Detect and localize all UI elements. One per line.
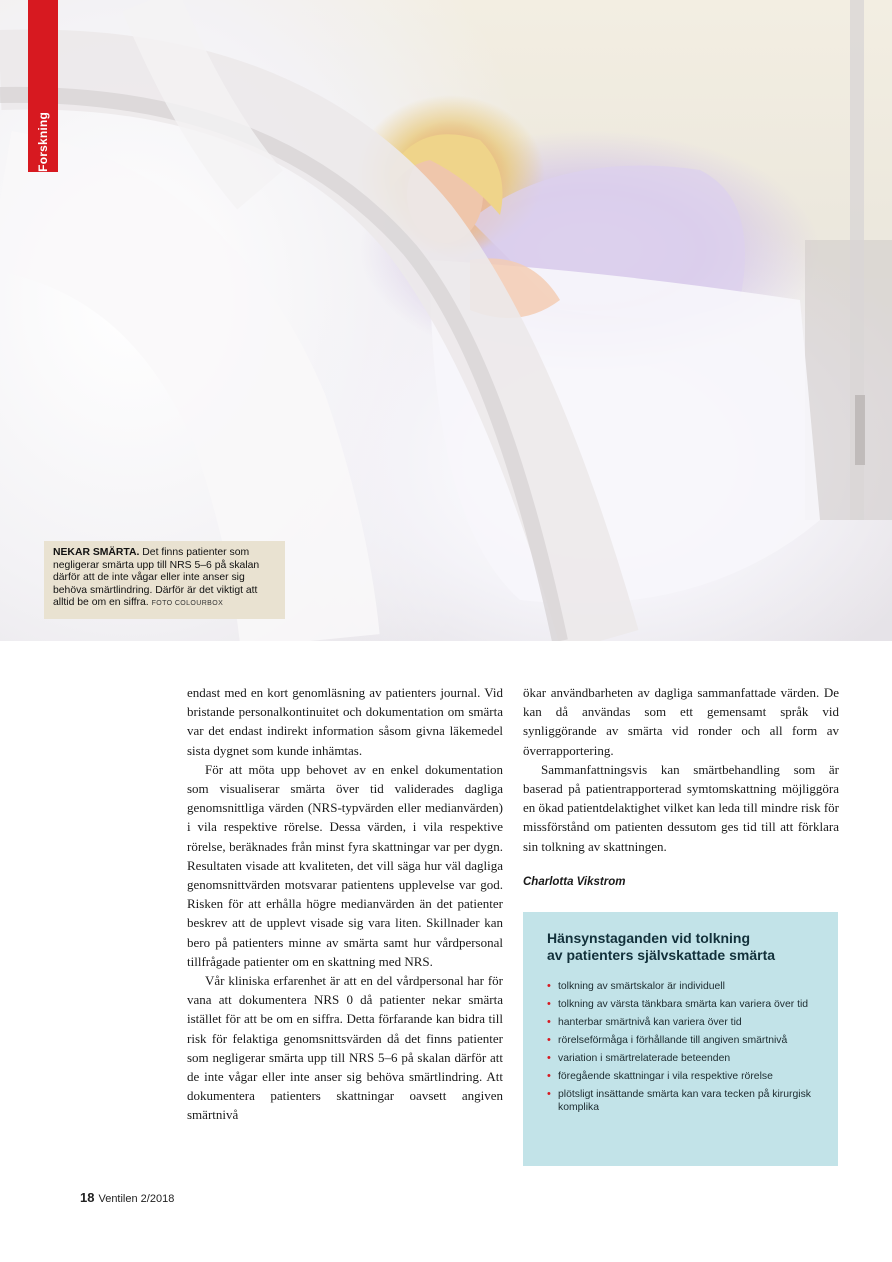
paragraph: endast med en kort genomläsning av patienters journal. Vid bristande personalkontinuitet och dokumentation om smärta var det endast indirekt information såsom givna läkemedel sista dygnet som kunde inhämtas. [187, 685, 503, 758]
list-item [547, 1034, 822, 1047]
list-item [547, 1070, 822, 1083]
factbox [523, 912, 838, 1166]
publication-name: Ventilen 2/2018 [98, 1193, 175, 1205]
list-item-text: variation i smärtrelaterade beteenden [558, 1053, 731, 1064]
bullet-icon: • [547, 998, 551, 1010]
section-tab-label: Forskning [36, 112, 50, 172]
bullet-icon: • [547, 980, 551, 992]
factbox-title-line2: av patienters självskattade smärta [547, 947, 776, 963]
body-column-right [523, 683, 839, 892]
list-item-text: rörelseförmåga i förhållande till angiven smärtnivå [558, 1035, 788, 1046]
page-footer [80, 1190, 174, 1205]
paragraph: Sammanfattningsvis kan smärtbehandling som är baserad på patientrapporterad symtomskattning möjliggöra en ökad patientdelaktighet vilket kan leda till mindre risk för missförstånd om patienten dessutom ges tid till att förklara sin tolkning av skattningen. [523, 761, 839, 854]
paragraph: ökar användbarheten av dagliga sammanfattade värden. De kan då användas som ett gemensamt språk vid synliggörande av smärta vid ronder och all form av överrapportering. [523, 685, 839, 758]
list-item-text: plötsligt insättande smärta kan vara tecken på kirurgisk komplika [558, 1089, 811, 1113]
list-item-text: tolkning av värsta tänkbara smärta kan variera över tid [558, 999, 809, 1010]
list-item [547, 1052, 822, 1065]
list-item [547, 998, 822, 1011]
bullet-icon: • [547, 1070, 551, 1082]
bullet-icon: • [547, 1016, 551, 1028]
bullet-icon: • [547, 1088, 551, 1100]
paragraph: Vår kliniska erfarenhet är att en del vårdpersonal har för vana att dokumentera NRS 0 då patienter nekar smärta istället för att be om en siffra. Detta förfarande kan bidra till risk för felaktiga genomsnittsvärden då det finns patienter som negligerar smärta upp till NRS 5–6 på skalan därför att de inte vågar eller inte anser sig behöva smärtlindring. Att dokumentera patienters skattningar oavsett angiven smärtnivå [187, 973, 503, 1123]
list-item [547, 980, 822, 993]
list-item [547, 1016, 822, 1029]
factbox-title [547, 930, 822, 964]
bullet-icon: • [547, 1034, 551, 1046]
list-item-text: hanterbar smärtnivå kan variera över tid [558, 1017, 742, 1028]
caption-text: Det finns patienter som negligerar smärta upp till NRS 5–6 på skalan därför att de inte vågar eller inte anser sig behöva smärtlindring. Därför är det viktigt att alltid be om en siffra. [53, 547, 260, 609]
list-item-text: föregående skattningar i vila respektive rörelse [558, 1071, 773, 1082]
section-tab [28, 0, 58, 172]
caption-credit: FOTO COLOURBOX [151, 600, 224, 608]
bullet-icon: • [547, 1052, 551, 1064]
caption-lead: NEKAR SMÄRTA. [53, 547, 140, 558]
body-column-left [187, 683, 503, 1125]
factbox-title-line1: Hänsynstaganden vid tolkning [547, 930, 751, 946]
paragraph: För att möta upp behovet av en enkel dokumentation som visualiserar smärta över tid validerades dagliga genomsnittliga värden (NRS-typvärden eller medianvärden) i vila respektive rörelse. Dessa värden, i vila respektive rörelse, beräknades från minst fyra skattningar var per dygn. Resultaten visade att kvaliteten, det vill säga hur väl dagliga genomsnittvärden motsvarar patientens upplevelse var god. Risken för att erhålla högre medianvärden än det patienter beskrev att de upplevt visade sig vara liten. Skillnader kan bero på patienters minne av smärta samt hur vårdpersonal tillfrågade patienter om en skattning med NRS. [187, 761, 503, 969]
author-byline: Charlotta Vikstrom [523, 875, 626, 888]
photo-caption [44, 541, 285, 619]
factbox-list [547, 980, 822, 1114]
list-item-text: tolkning av smärtskalor är individuell [558, 981, 725, 992]
list-item [547, 1088, 822, 1114]
page-number: 18 [80, 1190, 95, 1205]
